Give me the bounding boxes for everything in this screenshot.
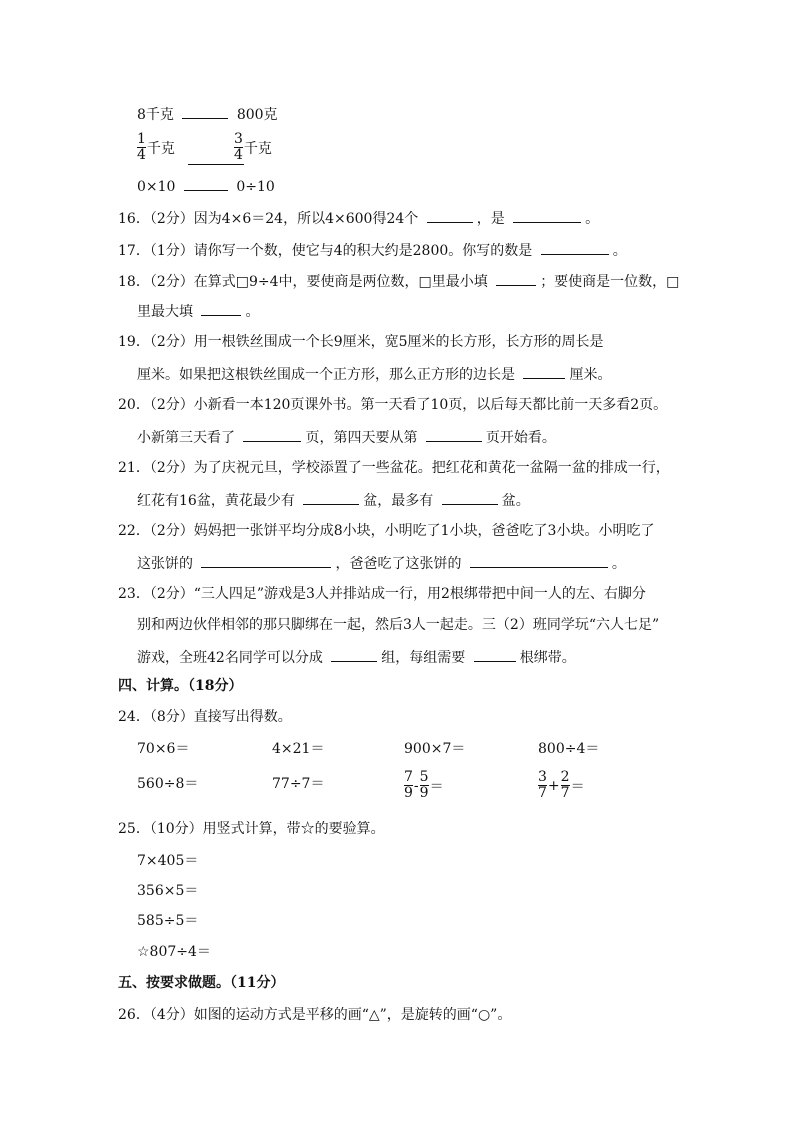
question-21-line-2: 红花有16盆，黄花最少有 盆，最多有 盆。 <box>137 490 530 510</box>
calc-item: 70×6＝ <box>137 741 190 757</box>
vertical-calc-item: 356×5＝ <box>137 883 199 899</box>
question-20-line-2: 小新第三天看了 页，第四天要从第 页开始看。 <box>137 427 556 447</box>
calc-item: 900×7＝ <box>404 741 466 757</box>
answer-blank[interactable] <box>523 364 565 379</box>
question-22-line-2: 这张饼的 ，爸爸吃了这张饼的 。 <box>137 553 626 573</box>
compare-row-3 <box>137 176 275 196</box>
question-24: 24．（8分）直接写出得数。 <box>118 709 292 725</box>
answer-blank[interactable] <box>303 490 359 505</box>
vertical-calc-item: 7×405＝ <box>137 853 199 869</box>
answer-blank[interactable] <box>496 271 536 286</box>
answer-blank[interactable] <box>427 208 473 223</box>
calc-item: 4×21＝ <box>272 741 325 757</box>
calc-item: 800÷4＝ <box>538 741 600 757</box>
answer-blank[interactable] <box>541 240 609 255</box>
section-heading-5: 五、按要求做题。（11分） <box>118 975 285 991</box>
answer-blank[interactable] <box>474 647 516 662</box>
calc-item: 77÷7＝ <box>272 776 325 792</box>
fraction: $\frac{3}{4}$ <box>234 131 243 163</box>
fraction: $\frac{1}{4}$ <box>137 131 146 163</box>
question-25: 25．（10分）用竖式计算，带☆的要验算。 <box>118 821 385 837</box>
calc-item-fraction-add: $\frac{3}{7}$ + $\frac{2}{7}$ ＝ <box>538 769 585 801</box>
compare-right: 800克 <box>236 107 278 123</box>
question-19-line-2: 厘米。如果把这根铁丝围成一个正方形，那么正方形的边长是 厘米。 <box>137 364 611 384</box>
answer-blank[interactable] <box>184 176 228 191</box>
question-17: 17．（1分）请你写一个数，使它与4的积大约是2800。你写的数是 。 <box>118 240 627 260</box>
answer-blank[interactable] <box>331 647 377 662</box>
answer-blank[interactable] <box>470 553 608 568</box>
compare-left: 0×10 <box>137 179 176 195</box>
answer-blank[interactable] <box>201 553 331 568</box>
vertical-calc-item: 585÷5＝ <box>137 913 199 929</box>
question-16: 16．（2分）因为4×6＝24，所以4×600得24个 ，是 。 <box>118 208 599 228</box>
answer-blank[interactable] <box>182 104 228 119</box>
answer-blank[interactable] <box>243 427 301 442</box>
calc-item-fraction-subtract: $\frac{7}{9}$ - $\frac{5}{9}$ ＝ <box>404 769 444 801</box>
answer-blank[interactable] <box>426 427 482 442</box>
fraction: $\frac{5}{9}$ <box>419 769 429 801</box>
section-heading-4: 四、计算。（18分） <box>118 678 243 694</box>
answer-blank[interactable] <box>442 490 498 505</box>
vertical-calc-item: ☆807÷4＝ <box>137 944 211 960</box>
calc-item: 560÷8＝ <box>137 776 199 792</box>
question-18-line-2: 里最大填 。 <box>137 301 259 321</box>
question-23-line-1: 23．（2分）“三人四足”游戏是3人并排站成一行，用2根绑带把中间一人的左、右脚分 <box>118 586 646 602</box>
fraction: $\frac{7}{9}$ <box>404 769 413 801</box>
question-26: 26．（4分）如图的运动方式是平移的画“△”，是旋转的画“○”。 <box>118 1007 512 1023</box>
compare-left: 8千克 <box>137 107 174 123</box>
compare-row-1 <box>137 104 278 124</box>
question-23-line-3: 游戏，全班42名同学可以分成 组，每组需要 根绑带。 <box>137 647 576 667</box>
fraction: $\frac{2}{7}$ <box>560 769 570 801</box>
question-19-line-1: 19．（2分）用一根铁丝围成一个长9厘米，宽5厘米的长方形，长方形的周长是 <box>118 334 604 350</box>
answer-blank[interactable] <box>201 301 241 316</box>
compare-right: 0÷10 <box>236 179 275 195</box>
question-21-line-1: 21．（2分）为了庆祝元旦，学校添置了一些盆花。把红花和黄花一盆隔一盆的排成一行， <box>118 460 670 476</box>
question-22-line-1: 22．（2分）妈妈把一张饼平均分成8小块，小明吃了1小块，爸爸吃了3小块。小明吃了 <box>118 523 655 539</box>
question-20-line-1: 20．（2分）小新看一本120页课外书。第一天看了10页，以后每天都比前一天多看2页。 <box>118 397 668 413</box>
question-23-line-2: 别和两边伙伴相邻的那只脚绑在一起，然后3人一起走。三（2）班同学玩“六人七足” <box>137 617 660 633</box>
question-18-line-1: 18．（2分）在算式□9÷4中，要使商是两位数，□里最小填 ；要使商是一位数，□ <box>118 271 679 291</box>
answer-blank[interactable] <box>513 208 581 223</box>
fraction: $\frac{3}{7}$ <box>538 769 547 801</box>
